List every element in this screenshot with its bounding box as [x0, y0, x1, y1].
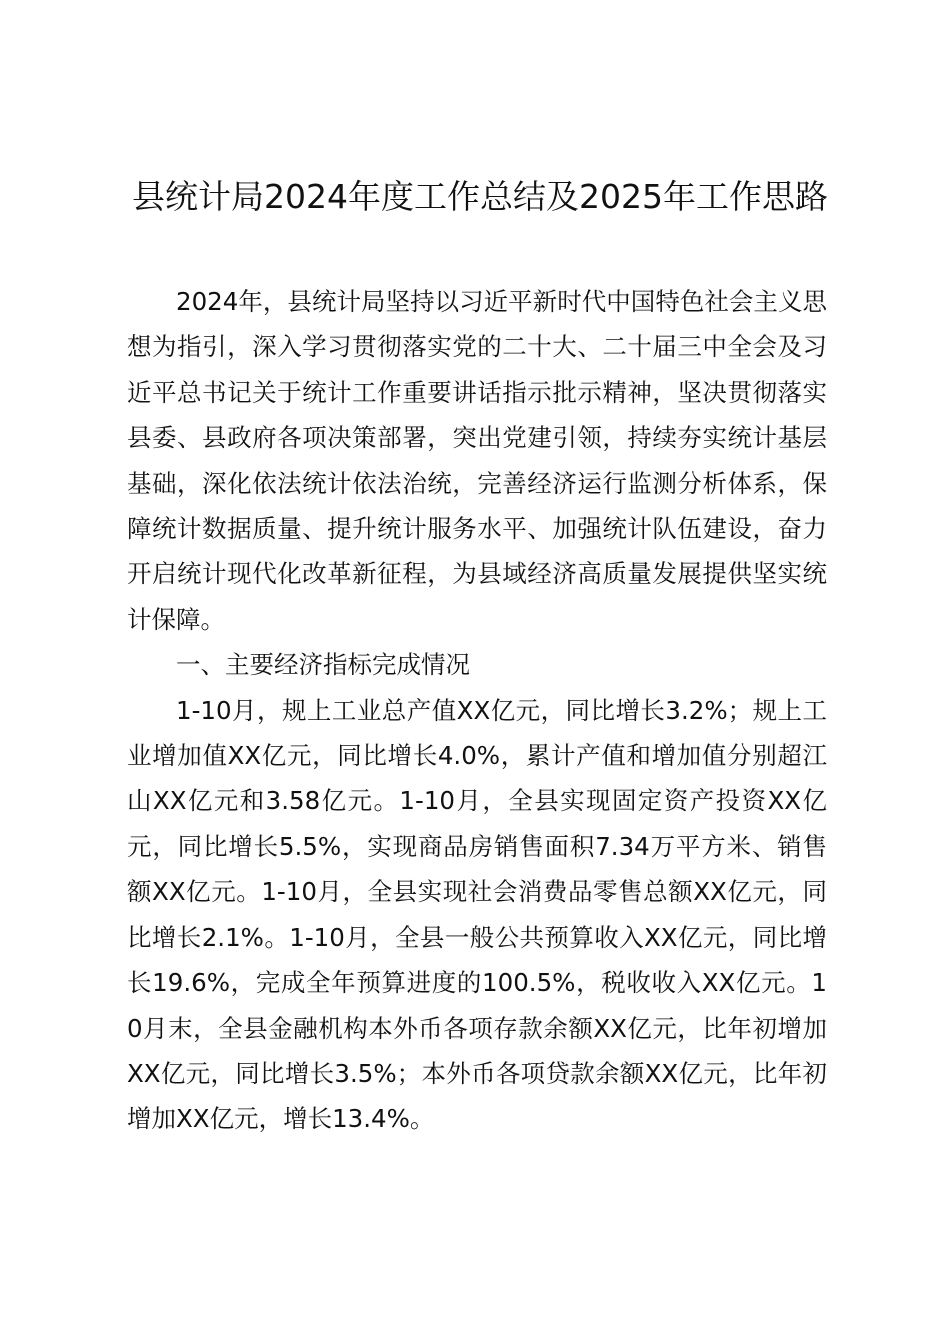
document-title: 县统计局2024年度工作总结及2025年工作思路 [132, 177, 828, 216]
section-heading-1: 一、主要经济指标完成情况 [176, 650, 470, 680]
document-body [127, 279, 827, 1142]
intro-paragraph: 2024年，县统计局坚持以习近平新时代中国特色社会主义思想为指引，深入学习贯彻落实党的二十大、二十届三中全会及习近平总书记关于统计工作重要讲话指示批示精神，坚决贯彻落实县委、县政府各项决策部署，突出党建引领，持续夯实统计基层基础，深化依法统计依法治统，完善经济运行监测分析体系，保障统计数据质量、提升统计服务水平、加强统计队伍建设，奋力开启统计现代化改革新征程，为县域经济高质量发展提供坚实统计保障。 [127, 287, 827, 634]
section-1-paragraph: 1-10月，规上工业总产值XX亿元，同比增长3.2%；规上工业增加值XX亿元，同比增长4.0%，累计产值和增加值分别超江山XX亿元和3.58亿元。1-10月，全县实现固定资产投资XX亿元，同比增长5.5%，实现商品房销售面积7.34万平方米、销售额XX亿元。1-10月，全县实现社会消费品零售总额XX亿元，同比增长2.1%。1-10月，全县一般公共预算收入XX亿元，同比增长19.6%，完成全年预算进度的100.5%，税收收入XX亿元。10月末，全县金融机构本外币各项存款余额XX亿元，比年初增加XX亿元，同比增长3.5%；本外币各项贷款余额XX亿元，比年初增加XX亿元，增长13.4%。 [127, 695, 827, 1134]
